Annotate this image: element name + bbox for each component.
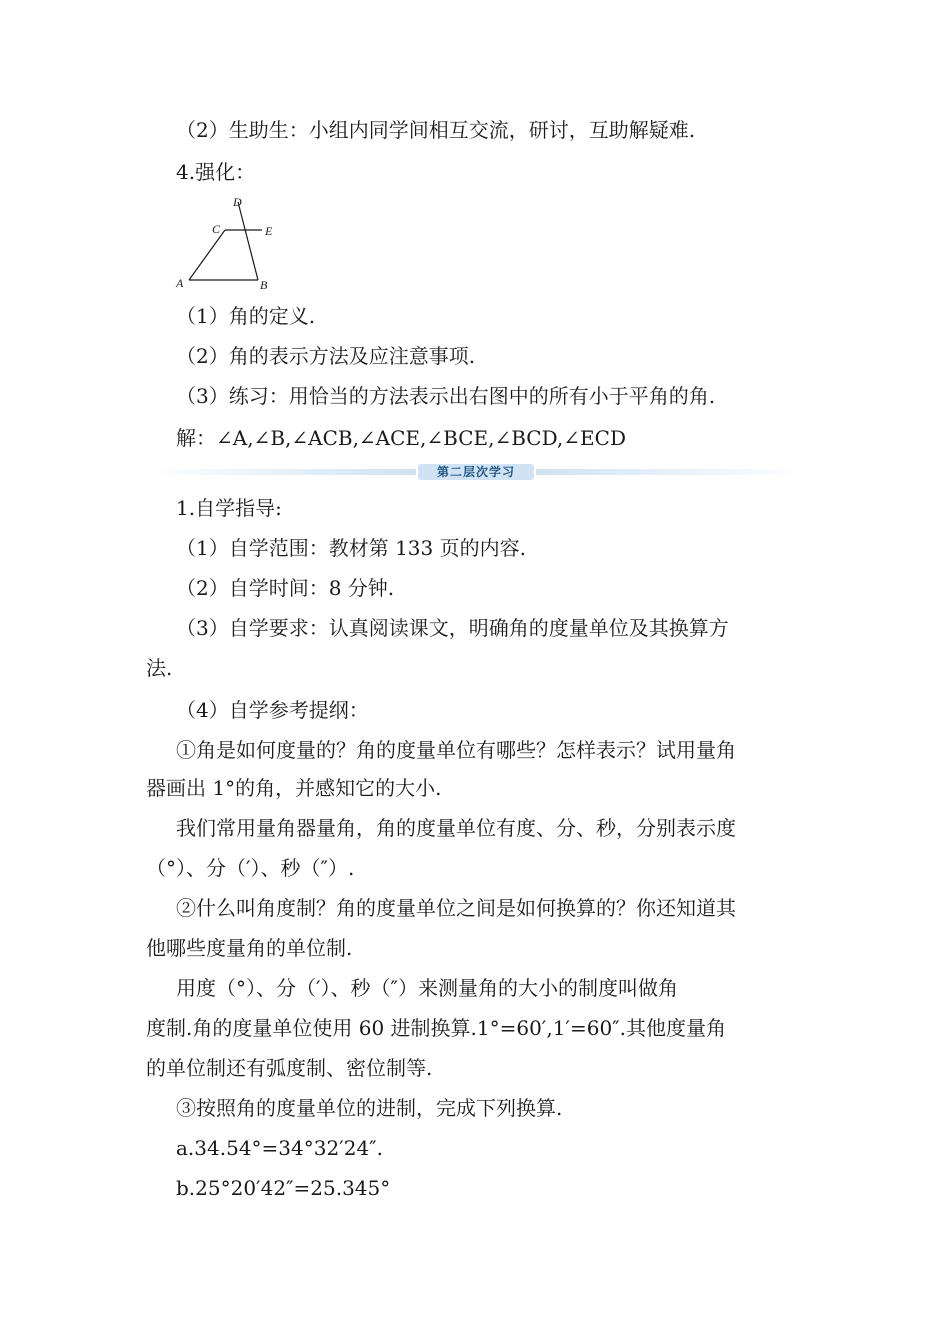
text-line: 法. <box>146 656 173 680</box>
text-line: （°）、分（′）、秒（″）. <box>146 856 355 880</box>
text-line: 他哪些度量角的单位制. <box>146 936 353 960</box>
text-line: b.25°20′42″=25.345° <box>176 1176 391 1200</box>
point-label-b: B <box>260 278 268 292</box>
text-line: 度制.角的度量单位使用 60 进制换算.1°=60′,1′=60″.其他度量角 <box>146 1016 727 1040</box>
text-line: （3）自学要求：认真阅读课文，明确角的度量单位及其换算方 <box>176 616 729 640</box>
text-line: a.34.54°=34°32′24″. <box>176 1136 384 1160</box>
text-line: ①角是如何度量的？角的度量单位有哪些？怎样表示？试用量角 <box>176 738 736 762</box>
text-line: （1）角的定义. <box>176 304 316 328</box>
section-banner <box>146 462 806 482</box>
triangle-diagram <box>172 192 282 292</box>
text-line: 解：∠A,∠B,∠ACB,∠ACE,∠BCE,∠BCD,∠ECD <box>176 426 626 450</box>
text-line: 的单位制还有弧度制、密位制等. <box>146 1056 433 1080</box>
text-line: （1）自学范围：教材第 133 页的内容. <box>176 536 526 560</box>
text-line: ②什么叫角度制？角的度量单位之间是如何换算的？你还知道其 <box>176 896 736 920</box>
text-line: （3）练习：用恰当的方法表示出右图中的所有小于平角的角. <box>176 384 716 408</box>
text-line: 4.强化： <box>176 160 256 184</box>
text-line: （4）自学参考提纲： <box>176 698 369 722</box>
triangle-figure <box>172 192 282 292</box>
text-line: 1.自学指导: <box>176 496 282 520</box>
text-line: 器画出 1°的角，并感知它的大小. <box>146 776 442 800</box>
text-line: （2）自学时间：8 分钟. <box>176 576 395 600</box>
text-line: 用度（°）、分（′）、秒（″）来测量角的大小的制度叫做角 <box>176 976 679 1000</box>
point-label-d: D <box>233 195 242 209</box>
point-label-a: A <box>176 276 184 290</box>
point-label-c: C <box>212 222 221 236</box>
text-line: 我们常用量角器量角，角的度量单位有度、分、秒，分别表示度 <box>176 816 736 840</box>
text-line: （2）角的表示方法及应注意事项. <box>176 344 476 368</box>
point-label-e: E <box>265 224 273 238</box>
text-line: （2）生助生：小组内同学间相互交流，研讨，互助解疑难. <box>176 118 696 142</box>
text-line: ③按照角的度量单位的进制，完成下列换算. <box>176 1096 563 1120</box>
section-banner-label: 第二层次学习 <box>436 465 515 479</box>
